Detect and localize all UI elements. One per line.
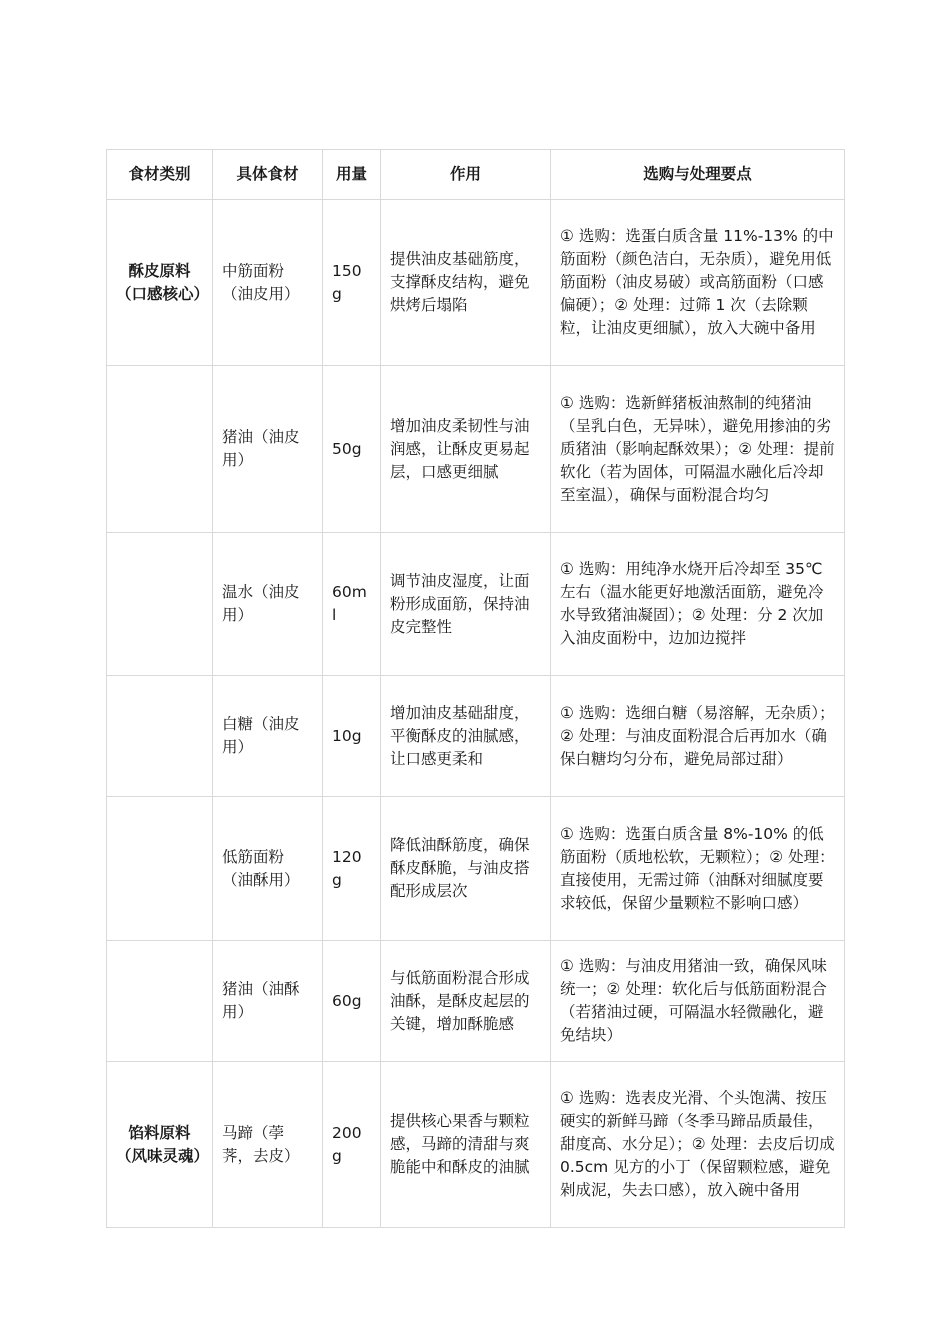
- row-item: 马蹄（荸荠，去皮）: [213, 1062, 323, 1228]
- row-tips: ① 选购：选蛋白质含量 8%-10% 的低筋面粉（质地松软，无颗粒）；② 处理：直接使用，无需过筛（油酥对细腻度要求较低，保留少量颗粒不影响口感）: [551, 797, 845, 941]
- row-item: 温水（油皮用）: [213, 533, 323, 676]
- row-amount: 200g: [323, 1062, 381, 1228]
- row-item: 猪油（油皮用）: [213, 366, 323, 533]
- row-category: 馅料原料（风味灵魂）: [107, 1062, 213, 1228]
- table-row: [107, 941, 845, 1062]
- row-tips: ① 选购：用纯净水烧开后冷却至 35℃左右（温水能更好地激活面筋，避免冷水导致猪油凝固）；② 处理：分 2 次加入油皮面粉中，边加边搅拌: [551, 533, 845, 676]
- row-item: 低筋面粉（油酥用）: [213, 797, 323, 941]
- table-row: [107, 797, 845, 941]
- row-item: 猪油（油酥用）: [213, 941, 323, 1062]
- header-amount: 用量: [323, 150, 381, 200]
- row-role: 调节油皮湿度，让面粉形成面筋，保持油皮完整性: [381, 533, 551, 676]
- row-tips: ① 选购：选新鲜猪板油熬制的纯猪油（呈乳白色，无异味），避免用掺油的劣质猪油（影响起酥效果）；② 处理：提前软化（若为固体，可隔温水融化后冷却至室温），确保与面粉混合均匀: [551, 366, 845, 533]
- row-category: 酥皮原料（口感核心）: [107, 200, 213, 366]
- row-amount: 120g: [323, 797, 381, 941]
- row-role: 增加油皮基础甜度，平衡酥皮的油腻感，让口感更柔和: [381, 676, 551, 797]
- row-role: 降低油酥筋度，确保酥皮酥脆，与油皮搭配形成层次: [381, 797, 551, 941]
- row-tips: ① 选购：与油皮用猪油一致，确保风味统一；② 处理：软化后与低筋面粉混合（若猪油过硬，可隔温水轻微融化，避免结块）: [551, 941, 845, 1062]
- table-header-row: [107, 150, 845, 200]
- table-row: [107, 1062, 845, 1228]
- header-tips: 选购与处理要点: [551, 150, 845, 200]
- row-tips: ① 选购：选表皮光滑、个头饱满、按压硬实的新鲜马蹄（冬季马蹄品质最佳，甜度高、水分足）；② 处理：去皮后切成 0.5cm 见方的小丁（保留颗粒感，避免剁成泥，失去口感），放入碗中备用: [551, 1062, 845, 1228]
- ingredients-table: [106, 149, 845, 1228]
- row-category: [107, 366, 213, 533]
- row-item: 白糖（油皮用）: [213, 676, 323, 797]
- row-amount: 50g: [323, 366, 381, 533]
- row-role: 提供油皮基础筋度，支撑酥皮结构，避免烘烤后塌陷: [381, 200, 551, 366]
- row-role: 与低筋面粉混合形成油酥，是酥皮起层的关键，增加酥脆感: [381, 941, 551, 1062]
- row-category: [107, 941, 213, 1062]
- row-amount: 150g: [323, 200, 381, 366]
- row-item: 中筋面粉（油皮用）: [213, 200, 323, 366]
- row-tips: ① 选购：选蛋白质含量 11%-13% 的中筋面粉（颜色洁白，无杂质），避免用低筋面粉（油皮易破）或高筋面粉（口感偏硬）；② 处理：过筛 1 次（去除颗粒，让油皮更细腻），放入大碗中备用: [551, 200, 845, 366]
- row-role: 增加油皮柔韧性与油润感，让酥皮更易起层，口感更细腻: [381, 366, 551, 533]
- row-amount: 60ml: [323, 533, 381, 676]
- row-category: [107, 797, 213, 941]
- header-item: 具体食材: [213, 150, 323, 200]
- table-row: [107, 676, 845, 797]
- table-row: [107, 533, 845, 676]
- row-category: [107, 676, 213, 797]
- row-amount: 10g: [323, 676, 381, 797]
- header-role: 作用: [381, 150, 551, 200]
- row-role: 提供核心果香与颗粒感，马蹄的清甜与爽脆能中和酥皮的油腻: [381, 1062, 551, 1228]
- row-amount: 60g: [323, 941, 381, 1062]
- header-category: 食材类别: [107, 150, 213, 200]
- row-tips: ① 选购：选细白糖（易溶解，无杂质）；② 处理：与油皮面粉混合后再加水（确保白糖均匀分布，避免局部过甜）: [551, 676, 845, 797]
- row-category: [107, 533, 213, 676]
- table-row: [107, 366, 845, 533]
- table-row: [107, 200, 845, 366]
